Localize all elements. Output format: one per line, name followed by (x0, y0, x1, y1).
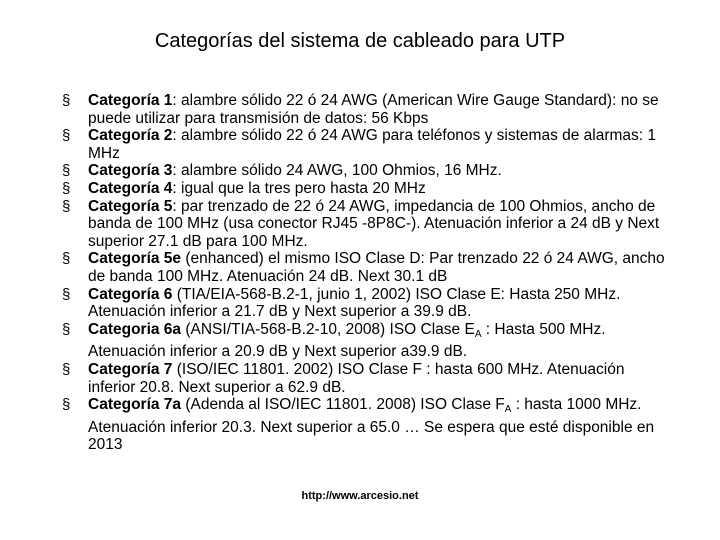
category-label: Categoría 7 (88, 360, 173, 378)
list-item-categoria-5 (62, 198, 672, 251)
category-label: Categoría 5e (88, 250, 182, 268)
section-bullet-icon: § (62, 320, 71, 338)
category-label: Categoría 2 (88, 127, 173, 145)
category-label: Categoría 1 (88, 92, 173, 109)
list-item-categoria-4 (62, 180, 672, 198)
category-description: : alambre sólido 24 AWG, 100 Ohmios, 16 MHz. (172, 162, 502, 180)
category-description: : igual que la tres pero hasta 20 MHz (172, 179, 426, 197)
category-label: Categoria 6a (88, 320, 182, 338)
list-item-categoria-7a (62, 396, 672, 454)
category-label: Categoría 6 (88, 285, 173, 303)
category-label: Categoría 5 (88, 197, 173, 215)
list-item-categoria-7 (62, 361, 672, 396)
category-description-continued: : Hasta 500 MHz. Atenuación inferior a 20.9 dB y Next superior a39.9 dB. (88, 320, 606, 361)
section-bullet-icon: § (62, 127, 71, 145)
category-description: : alambre sólido 22 ó 24 AWG para teléfonos y sistemas de alarmas: 1 MHz (88, 127, 657, 162)
list-item-categoria-2 (62, 127, 672, 162)
category-description: : par trenzado de 22 ó 24 AWG, impedancia de 100 Ohmios, ancho de banda de 100 MHz (usa conector RJ45 -8P8C-). Atenuación inferior a 24 dB y Next superior 27.1 dB para 100 MHz. (88, 197, 660, 250)
category-description-continued: : hasta 1000 MHz. Atenuación inferior 20.3. Next superior a 65.0 … Se espera que esté disponible en 2013 (88, 396, 655, 454)
category-description: (ISO/IEC 11801. 2002) ISO Clase F : hasta 600 MHz. Atenuación inferior 20.8. Next superior a 62.9 dB. (88, 360, 625, 396)
section-bullet-icon: § (62, 92, 71, 109)
category-label: Categoría 7a (88, 396, 182, 414)
list-item-categoria-1 (62, 92, 672, 127)
section-bullet-icon: § (62, 162, 71, 180)
section-bullet-icon: § (62, 197, 71, 215)
category-description: (ANSI/TIA-568-B.2-10, 2008) ISO Clase E (181, 320, 475, 338)
category-label: Categoría 3 (88, 162, 173, 180)
category-label: Categoría 4 (88, 179, 173, 197)
list-item-categoria-6a (62, 321, 672, 361)
list-item-categoria-6 (62, 286, 672, 321)
list-item-categoria-5e (62, 250, 672, 285)
list-item-categoria-3 (62, 162, 672, 180)
page-title: Categorías del sistema de cableado para UTP (154, 30, 566, 52)
class-subscript: A (474, 328, 482, 340)
footer-url-link[interactable]: http://www.arcesio.net (301, 490, 419, 502)
section-bullet-icon: § (62, 396, 71, 414)
section-bullet-icon: § (62, 179, 71, 197)
class-subscript: A (504, 404, 512, 416)
category-description: (enhanced) el mismo ISO Clase D: Par trenzado 22 ó 24 AWG, ancho de banda 100 MHz. Atenuación 24 dB. Next 30.1 dB (88, 250, 665, 285)
section-bullet-icon: § (62, 250, 71, 268)
section-bullet-icon: § (62, 285, 71, 303)
category-description: (TIA/EIA-568-B.2-1, junio 1, 2002) ISO Clase E: Hasta 250 MHz. Atenuación inferior a 21.7 dB y Next superior a 39.9 dB. (88, 285, 621, 321)
category-list (62, 92, 672, 454)
category-description: (Adenda al ISO/IEC 11801. 2008) ISO Clase F (181, 396, 505, 414)
section-bullet-icon: § (62, 360, 71, 378)
category-description: : alambre sólido 22 ó 24 AWG (American Wire Gauge Standard): no se puede utilizar para transmisión de datos: 56 Kbps (88, 92, 659, 127)
